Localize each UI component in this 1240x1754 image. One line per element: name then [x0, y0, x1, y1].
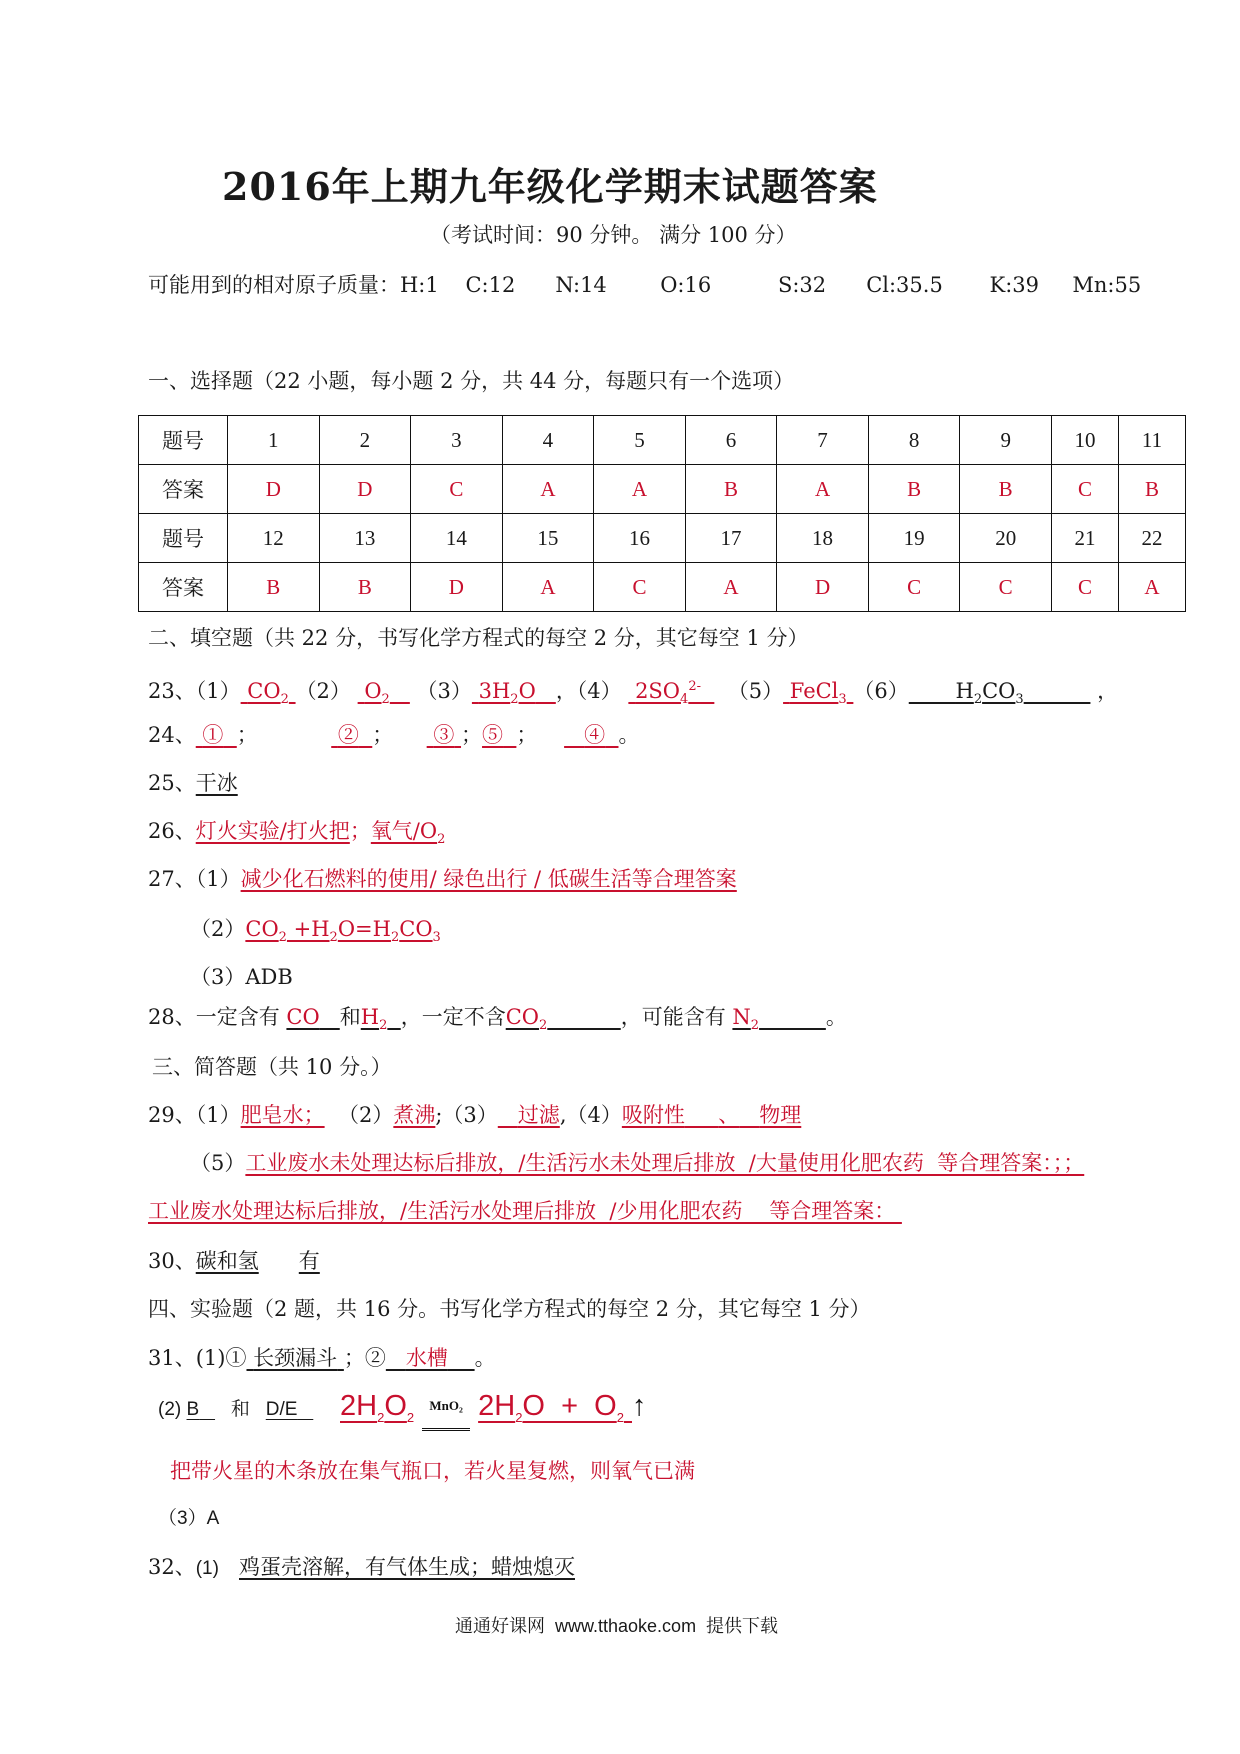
- q-number: 16: [594, 514, 686, 563]
- answer-cell: A: [685, 563, 777, 612]
- section2-heading: 二、填空题（共 22 分，书写化学方程式的每空 2 分，其它每空 1 分）: [148, 626, 809, 650]
- q-number: 13: [319, 514, 411, 563]
- q-number: 19: [868, 514, 960, 563]
- answer-cell: A: [594, 465, 686, 514]
- question-31-2: (2) B 和 D/E: [158, 1390, 313, 1430]
- row-label: 题号: [139, 514, 228, 563]
- answer-26-2: 氧气$/O_2$: [370, 819, 446, 848]
- answer-29-4: 吸附性 、 物理: [621, 1103, 802, 1127]
- q-number: 9: [960, 416, 1052, 465]
- answer-30-1: 碳和氢: [195, 1249, 259, 1273]
- answer-cell: C: [411, 465, 503, 514]
- answer-31-5: 把带火星的木条放在集气瓶口，若火星复燃，则氧气已满: [170, 1459, 695, 1483]
- q-number: 4: [502, 416, 594, 465]
- answer-32-1: 鸡蛋壳溶解，有气体生成；蜡烛熄灭: [239, 1555, 575, 1579]
- answer-cell: D: [777, 563, 869, 612]
- q-number: 20: [960, 514, 1052, 563]
- question-29-5: （5）工业废水未处理达标后排放，/生活污水未处理后排放 /大量使用化肥农药 等合理答案：；；: [190, 1151, 1085, 1175]
- question-31: 31、(1)① 长颈漏斗 ；② 水槽 。: [148, 1346, 496, 1370]
- answer-31-2: 水槽: [405, 1346, 448, 1370]
- answer-cell: C: [1052, 563, 1119, 612]
- answer-28-3: $CO_2$: [505, 1005, 548, 1034]
- answer-31-4: D/E: [265, 1399, 298, 1420]
- answer-23-3: $3H_2O$: [478, 679, 536, 708]
- question-28: 28、一定含有 CO 和$H_2$ ，一定不含$CO_2$ ，可能含有 $N_2$ 。: [148, 1005, 847, 1034]
- q-number: 7: [777, 416, 869, 465]
- answer-cell: C: [594, 563, 686, 612]
- answer-cell: D: [411, 563, 503, 612]
- q-number: 18: [777, 514, 869, 563]
- answer-27-2: $CO_2 +H_2O=H_2CO_3$: [245, 917, 441, 946]
- answer-cell: B: [319, 563, 411, 612]
- answer-24-3: ③: [433, 723, 455, 747]
- answer-cell: B: [228, 563, 320, 612]
- q-number: 17: [685, 514, 777, 563]
- answer-24-2: ②: [337, 723, 359, 747]
- question-26: 26、灯火实验/打火把；氧气$/O_2$: [148, 819, 446, 848]
- q-number: 10: [1052, 416, 1119, 465]
- answer-26-1: 灯火实验/打火把: [195, 819, 350, 843]
- answer-31-1: 长颈漏斗: [253, 1346, 338, 1370]
- answer-23-2: $O_2$: [364, 679, 390, 708]
- q-number: 21: [1052, 514, 1119, 563]
- answer-cell: B: [960, 465, 1052, 514]
- answer-29-5b: 工业废水处理达标后排放，/生活污水处理后排放 /少用化肥农药 等合理答案：: [148, 1199, 902, 1223]
- page-title: 2016年上期九年级化学期末试题答案: [222, 164, 878, 209]
- question-27-2: $(2)CO_2 +H_2O=H_2CO_3$: [190, 917, 441, 946]
- answer-cell: C: [960, 563, 1052, 612]
- catalyst-label: MnO₂: [422, 1384, 470, 1431]
- answer-cell: B: [1119, 465, 1186, 514]
- answer-29-2: 煮沸: [393, 1103, 436, 1127]
- question-27-3: （3）ADB: [190, 965, 293, 989]
- question-27: 27、（1）减少化石燃料的使用/ 绿色出行 / 低碳生活等合理答案: [148, 867, 737, 891]
- q-number: 3: [411, 416, 503, 465]
- answer-cell: C: [1052, 465, 1119, 514]
- answer-29-1: 肥皂水；: [240, 1103, 325, 1127]
- question-25: 25、干冰: [148, 771, 238, 795]
- question-29-5-cont: [148, 1196, 902, 1226]
- table-row: [139, 416, 1186, 465]
- answer-24-1: ①: [202, 723, 224, 747]
- answer-23-1: $CO_2$: [247, 679, 289, 708]
- table-row: [139, 514, 1186, 563]
- answer-table: [138, 415, 1186, 612]
- answer-cell: B: [685, 465, 777, 514]
- row-label: 题号: [139, 416, 228, 465]
- q-number: 2: [319, 416, 411, 465]
- question-29: 29、（1）肥皂水； （2）煮沸;（3） 过滤,（4）吸附性 、 物理: [148, 1103, 802, 1127]
- answer-cell: D: [228, 465, 320, 514]
- answer-cell: D: [319, 465, 411, 514]
- answer-cell: B: [868, 465, 960, 514]
- answer-30-2: 有: [298, 1249, 320, 1273]
- q-number: 15: [502, 514, 594, 563]
- question-24: 24、 ① ； ② ； ③ ；⑤ ； ④ 。: [148, 723, 640, 747]
- answer-24-5: ④: [584, 723, 606, 747]
- answer-cell: A: [777, 465, 869, 514]
- answer-cell: A: [502, 563, 594, 612]
- answer-31-3: B: [186, 1399, 200, 1420]
- exam-info: （考试时间：90 分钟。 满分 100 分）: [430, 223, 797, 247]
- row-label: 答案: [139, 563, 228, 612]
- section4-heading: 四、实验题（2 题，共 16 分。书写化学方程式的每空 2 分，其它每空 1 分）: [148, 1297, 871, 1321]
- table-row: [139, 465, 1186, 514]
- q-number: 8: [868, 416, 960, 465]
- q-number: 11: [1119, 416, 1186, 465]
- footer-credit: 通通好课网 www.tthaoke.com 提供下载: [455, 1616, 779, 1636]
- row-label: 答案: [139, 465, 228, 514]
- answer-23-5: FeCl$_3$: [789, 679, 847, 708]
- chemical-equation: $2H_2O_2$ MnO₂ $2H_2O + O_2$ ↑: [340, 1384, 647, 1440]
- question-32: 32、(1) 鸡蛋壳溶解，有气体生成；蜡烛熄灭: [148, 1555, 575, 1579]
- question-31-3: （3）A: [158, 1508, 220, 1529]
- section3-heading: 三、简答题（共 10 分。）: [152, 1055, 392, 1079]
- q-number: 22: [1119, 514, 1186, 563]
- q-number: 14: [411, 514, 503, 563]
- arrow-up-icon: ↑: [632, 1390, 647, 1423]
- section1-heading: 一、选择题（22 小题，每小题 2 分，共 44 分，每题只有一个选项）: [148, 369, 795, 393]
- answer-28-4: $N_2$: [732, 1005, 760, 1034]
- q-number: 12: [228, 514, 320, 563]
- answer-24-4: ⑤: [482, 723, 504, 747]
- answer-23-4: $2SO_4^{2-}$: [635, 679, 701, 708]
- question-23: 23、（1） $CO_2$ （2） $O_2$ （3） $3H_2O$ ，（4） $2SO_4^{2-}$ （5） FeCl$_3$ （6） $H_2CO_3$ ，: [148, 679, 1119, 708]
- answer-28-2: $H_2$: [360, 1005, 388, 1034]
- answer-cell: C: [868, 563, 960, 612]
- answer-28-1: CO: [286, 1005, 320, 1029]
- answer-27-1: 减少化石燃料的使用/ 绿色出行 / 低碳生活等合理答案: [240, 867, 737, 891]
- question-30: 30、碳和氢 有: [148, 1249, 320, 1273]
- q-number: 1: [228, 416, 320, 465]
- q-number: 6: [685, 416, 777, 465]
- answer-29-5: 工业废水未处理达标后排放，/生活污水未处理后排放 /大量使用化肥农药 等合理答案：；；: [245, 1151, 1085, 1175]
- answer-29-3: 过滤: [517, 1103, 560, 1127]
- answer-25: 干冰: [195, 771, 238, 795]
- table-row: [139, 563, 1186, 612]
- answer-cell: A: [1119, 563, 1186, 612]
- answer-23-6: $H_2CO_3$: [955, 679, 1024, 708]
- atomic-masses: 可能用到的相对原子质量：H:1 C:12 N:14 O:16 S:32 Cl:35.5 K:39 Mn:55: [148, 273, 1142, 297]
- q-number: 5: [594, 416, 686, 465]
- answer-cell: A: [502, 465, 594, 514]
